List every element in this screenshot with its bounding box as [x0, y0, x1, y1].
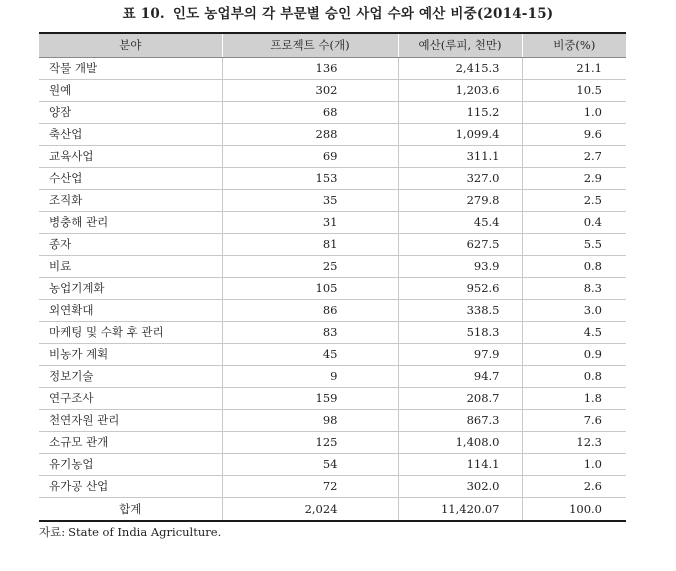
cell-sector: 축산업 — [39, 124, 222, 146]
cell-project-count: 81 — [222, 234, 398, 256]
cell-budget: 518.3 — [398, 322, 522, 344]
cell-share: 2.9 — [522, 168, 626, 190]
table-caption — [0, 5, 676, 23]
cell-share: 0.8 — [522, 366, 626, 388]
cell-budget: 45.4 — [398, 212, 522, 234]
cell-project-count: 105 — [222, 278, 398, 300]
table-row — [39, 476, 626, 498]
cell-share: 4.5 — [522, 322, 626, 344]
cell-sector: 비농가 계획 — [39, 344, 222, 366]
table-row — [39, 410, 626, 432]
cell-project-count: 68 — [222, 102, 398, 124]
table-row — [39, 168, 626, 190]
cell-sector: 원예 — [39, 80, 222, 102]
table-row — [39, 234, 626, 256]
table-body — [39, 58, 626, 498]
cell-sector: 소규모 관개 — [39, 432, 222, 454]
cell-budget: 94.7 — [398, 366, 522, 388]
cell-sector: 양잠 — [39, 102, 222, 124]
table-row — [39, 432, 626, 454]
cell-budget: 93.9 — [398, 256, 522, 278]
cell-sector: 외연확대 — [39, 300, 222, 322]
cell-share: 9.6 — [522, 124, 626, 146]
table-title: 인도 농업부의 각 부문별 승인 사업 수와 예산 비중(2014-15) — [172, 6, 554, 22]
cell-budget: 1,408.0 — [398, 432, 522, 454]
cell-project-count: 83 — [222, 322, 398, 344]
cell-share: 12.3 — [522, 432, 626, 454]
cell-sector: 병충해 관리 — [39, 212, 222, 234]
table-row — [39, 80, 626, 102]
table-row — [39, 146, 626, 168]
cell-project-count: 72 — [222, 476, 398, 498]
cell-share: 1.0 — [522, 102, 626, 124]
table-row — [39, 454, 626, 476]
cell-project-count: 54 — [222, 454, 398, 476]
budget-table — [39, 32, 626, 522]
cell-share: 7.6 — [522, 410, 626, 432]
table-row — [39, 256, 626, 278]
cell-budget: 867.3 — [398, 410, 522, 432]
cell-sector: 교육사업 — [39, 146, 222, 168]
cell-sector: 수산업 — [39, 168, 222, 190]
cell-budget: 338.5 — [398, 300, 522, 322]
cell-budget: 627.5 — [398, 234, 522, 256]
source-text: State of India Agriculture. — [68, 525, 222, 539]
total-share: 100.0 — [522, 498, 626, 522]
cell-budget: 114.1 — [398, 454, 522, 476]
table-row — [39, 102, 626, 124]
header-project-count: 프로젝트 수(개) — [222, 33, 398, 58]
cell-share: 21.1 — [522, 58, 626, 80]
table-row — [39, 322, 626, 344]
cell-sector: 연구조사 — [39, 388, 222, 410]
table-row — [39, 366, 626, 388]
cell-share: 0.9 — [522, 344, 626, 366]
cell-project-count: 302 — [222, 80, 398, 102]
cell-budget: 2,415.3 — [398, 58, 522, 80]
cell-budget: 208.7 — [398, 388, 522, 410]
cell-project-count: 69 — [222, 146, 398, 168]
cell-project-count: 159 — [222, 388, 398, 410]
table-row — [39, 58, 626, 80]
table-row — [39, 300, 626, 322]
cell-sector: 조직화 — [39, 190, 222, 212]
cell-share: 2.5 — [522, 190, 626, 212]
cell-share: 1.8 — [522, 388, 626, 410]
table-number: 표 10. — [122, 6, 165, 22]
total-project-count: 2,024 — [222, 498, 398, 522]
cell-sector: 비료 — [39, 256, 222, 278]
cell-budget: 115.2 — [398, 102, 522, 124]
cell-sector: 농업기계화 — [39, 278, 222, 300]
cell-share: 0.8 — [522, 256, 626, 278]
cell-project-count: 288 — [222, 124, 398, 146]
header-sector: 분야 — [39, 33, 222, 58]
cell-sector: 종자 — [39, 234, 222, 256]
cell-budget: 279.8 — [398, 190, 522, 212]
cell-project-count: 125 — [222, 432, 398, 454]
cell-share: 1.0 — [522, 454, 626, 476]
cell-share: 0.4 — [522, 212, 626, 234]
cell-sector: 정보기술 — [39, 366, 222, 388]
cell-budget: 97.9 — [398, 344, 522, 366]
cell-project-count: 98 — [222, 410, 398, 432]
cell-budget: 1,203.6 — [398, 80, 522, 102]
cell-project-count: 45 — [222, 344, 398, 366]
cell-project-count: 86 — [222, 300, 398, 322]
table-footer — [39, 498, 626, 522]
header-share: 비중(%) — [522, 33, 626, 58]
table-row — [39, 124, 626, 146]
source-note — [39, 524, 221, 540]
total-row — [39, 498, 626, 522]
cell-project-count: 9 — [222, 366, 398, 388]
table-row — [39, 278, 626, 300]
cell-budget: 1,099.4 — [398, 124, 522, 146]
cell-budget: 327.0 — [398, 168, 522, 190]
total-label: 합계 — [39, 498, 222, 522]
cell-share: 5.5 — [522, 234, 626, 256]
cell-project-count: 25 — [222, 256, 398, 278]
cell-sector: 유기농업 — [39, 454, 222, 476]
table-row — [39, 190, 626, 212]
cell-share: 2.7 — [522, 146, 626, 168]
cell-share: 2.6 — [522, 476, 626, 498]
table-row — [39, 388, 626, 410]
cell-sector: 작물 개발 — [39, 58, 222, 80]
cell-share: 8.3 — [522, 278, 626, 300]
cell-project-count: 31 — [222, 212, 398, 234]
table-header — [39, 33, 626, 58]
source-label: 자료: — [39, 525, 66, 539]
cell-share: 3.0 — [522, 300, 626, 322]
cell-share: 10.5 — [522, 80, 626, 102]
total-budget: 11,420.07 — [398, 498, 522, 522]
header-budget: 예산(루피, 천만) — [398, 33, 522, 58]
cell-budget: 311.1 — [398, 146, 522, 168]
table-row — [39, 344, 626, 366]
cell-sector: 마케팅 및 수확 후 관리 — [39, 322, 222, 344]
cell-project-count: 153 — [222, 168, 398, 190]
header-row — [39, 33, 626, 58]
table-row — [39, 212, 626, 234]
cell-project-count: 136 — [222, 58, 398, 80]
cell-budget: 302.0 — [398, 476, 522, 498]
cell-budget: 952.6 — [398, 278, 522, 300]
cell-sector: 유가공 산업 — [39, 476, 222, 498]
cell-sector: 천연자원 관리 — [39, 410, 222, 432]
cell-project-count: 35 — [222, 190, 398, 212]
